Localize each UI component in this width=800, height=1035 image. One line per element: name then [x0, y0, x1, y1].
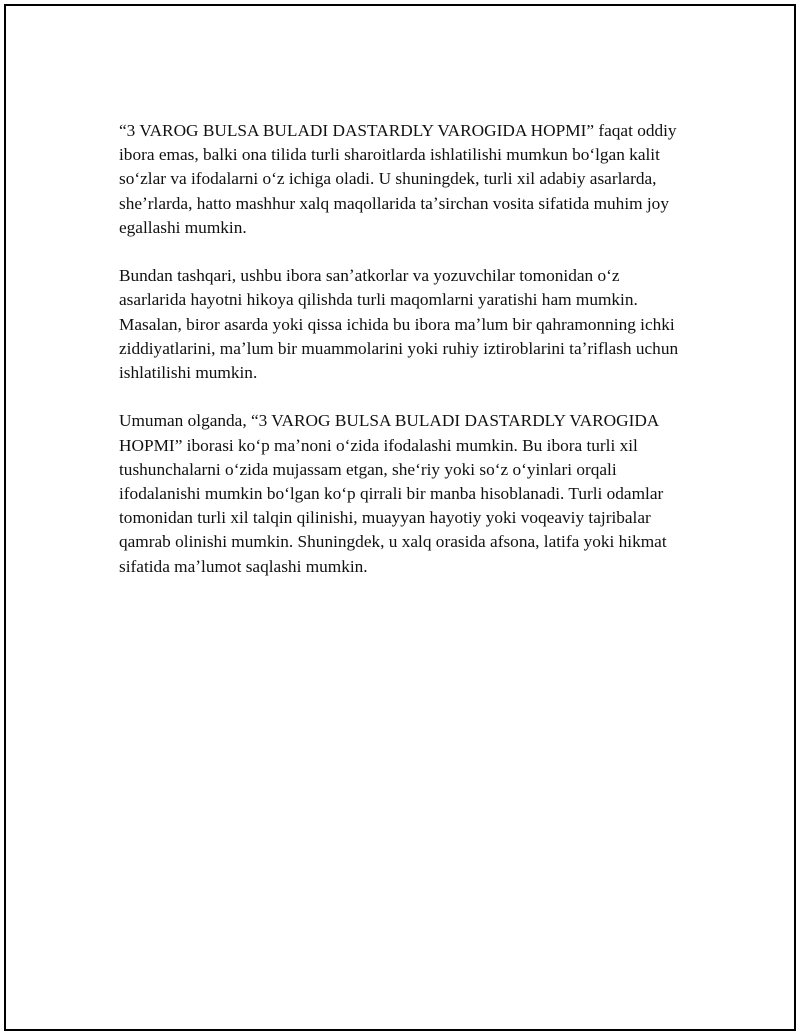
- document-body: [119, 119, 679, 603]
- paragraph-1: “3 VAROG BULSA BULADI DASTARDLY VAROGIDA HOPMI” faqat oddiy ibora emas, balki ona tilida turli sharoitlarda ishlatilishi mumkun boʻlgan kalit soʻzlar va ifodalarni oʻz ichiga oladi. U shuningdek, turli xil adabiy asarlarda, sheʼrlarda, hatto mashhur xalq maqollarida taʼsirchan vosita sifatida muhim joy egallashi mumkin.: [119, 121, 677, 237]
- paragraph-2: Bundan tashqari, ushbu ibora sanʼatkorlar va yozuvchilar tomonidan oʻz asarlarida hayotni hikoya qilishda turli maqomlarni yaratishi ham mumkin. Masalan, biror asarda yoki qissa ichida bu ibora maʼlum bir qahramonning ichki ziddiyatlarini, maʼlum bir muammolarini yoki ruhiy iztiroblarini taʼriflash uchun ishlatilishi mumkin.: [119, 266, 679, 383]
- document-page: [4, 4, 796, 1031]
- paragraph-3: Umuman olganda, “3 VAROG BULSA BULADI DASTARDLY VAROGIDA HOPMI” iborasi koʻp maʼnoni oʻzida ifodalashi mumkin. Bu ibora turli xil tushunchalarni oʻzida mujassam etgan, sheʻriy yoki soʻz oʻyinlari orqali ifodalanishi mumkin boʻlgan koʻp qirrali bir manba hisoblanadi. Turli odamlar tomonidan turli xil talqin qilinishi, muayyan hayotiy yoki voqeaviy tajribalar qamrab olinishi mumkin. Shuningdek, u xalq orasida afsona, latifa yoki hikmat sifatida maʼlumot saqlashi mumkin.: [119, 411, 667, 576]
